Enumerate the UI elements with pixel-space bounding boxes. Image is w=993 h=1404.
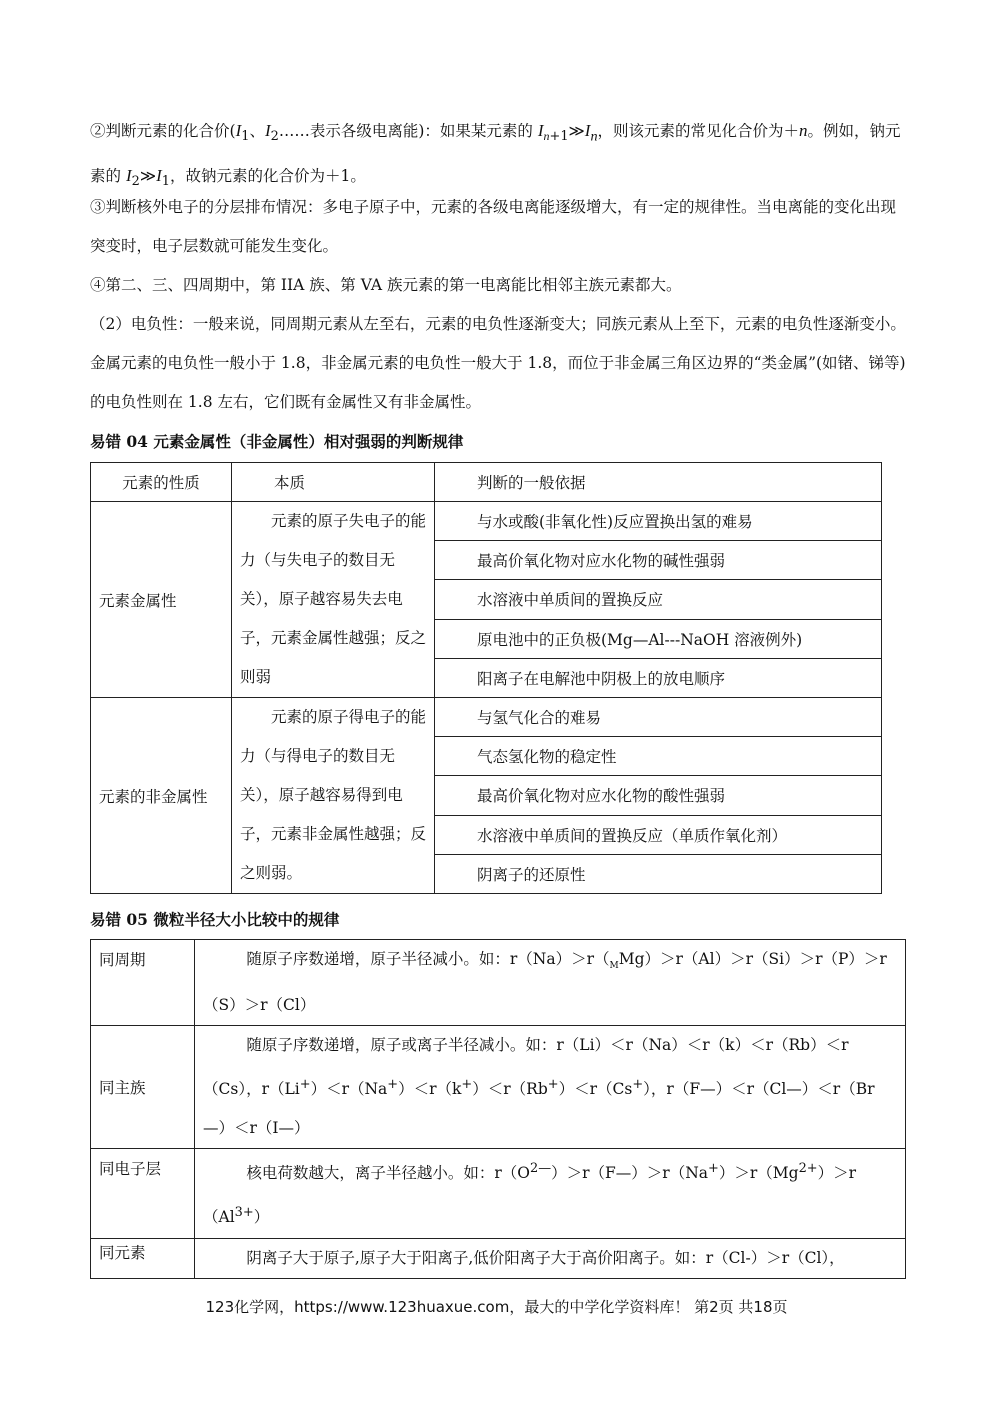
- rule-text: 核电荷数越大，离子半径越小。如：$r(O^{2—})>r(F—)>r(Na^+)>r(Mg^{2+})>r(Al^{3+})$: [195, 1149, 906, 1238]
- rule-text: 随原子序数递增，原子半径减小。如：$r(Na)>r(_MMg)>r(Al)>r(Si)>r(P)>r(S)>r(Cl)$: [195, 940, 906, 1026]
- row-label-metal: 元素金属性: [91, 502, 232, 698]
- table-header: 本质: [232, 463, 435, 502]
- paragraph-electronegativity: （2）电负性：一般来说，同周期元素从左至右，元素的电负性逐渐变大；同族元素从上至下，元素的电负性逐渐变小。金属元素的电负性一般小于 1.8，非金属元素的电负性一般大于 1.8，而位于非金属三角区边界的“类金属”(如锗、锑等)的电负性则在 1.8 左右，它们既有金属性又有非金属性。: [90, 315, 906, 411]
- essence-metal: 元素的原子失电子的能力（与失电子的数目无关），原子越容易失去电子，元素金属性越强；反之则弱: [232, 502, 435, 698]
- row-label: 同主族: [91, 1026, 195, 1149]
- paragraph-electron-shells: ③判断核外电子的分层排布情况：多电子原子中，元素的各级电离能逐级增大，有一定的规律性。当电离能的变化出现突变时，电子层数就可能发生变化。: [90, 198, 897, 255]
- criterion-cell: 水溶液中单质间的置换反应: [435, 580, 882, 619]
- criterion-cell: 原电池中的正负极(Mg—Al---NaOH 溶液例外): [435, 619, 882, 658]
- rule-text: 阴离子大于原子,原子大于阳离子,低价阳离子大于高价阳离子。如：r（Cl-）＞r（Cl），: [195, 1238, 906, 1278]
- row-label: 同元素: [91, 1238, 195, 1278]
- metallicity-table: [90, 462, 882, 894]
- row-label: 同电子层: [91, 1149, 195, 1238]
- paragraph-ionization-valence: ②判断元素的化合价($I_1$、$I_2\dots\dots$表示各级电离能)：如果某元素的 $I_{n+1}≫I_n$，则该元素的常见化合价为＋n。例如，钠元素的 $I_2≫I_1$，故钠元素的化合价为＋1。: [90, 121, 901, 190]
- essence-nonmetal: 元素的原子得电子的能力（与得电子的数目无关），原子越容易得到电子，元素非金属性越强；反之则弱。: [232, 698, 435, 894]
- table-header: 元素的性质: [91, 463, 232, 502]
- row-label-nonmetal: 元素的非金属性: [91, 698, 232, 894]
- rule-text: 随原子序数递增，原子或离子半径减小。如：r（Li）＜r（Na）＜r（k）＜r（Rb）＜r（Cs），r（Li+）＜r（Na+）＜r（k+）＜r（Rb+）＜r（Cs+），r（F—）＜r（Cl—）＜r（Br—）＜r（I—）: [195, 1026, 906, 1149]
- page-footer: 123化学网，https://www.123huaxue.com，最大的中学化学资料库！ 第2页 共18页: [205, 1298, 788, 1316]
- paragraph-first-ionization: ④第二、三、四周期中，第 IIA 族、第 VA 族元素的第一电离能比相邻主族元素都大。: [90, 276, 682, 294]
- criterion-cell: 气态氢化物的稳定性: [435, 737, 882, 776]
- heading-error-04: 易错 04 元素金属性（非金属性）相对强弱的判断规律: [90, 432, 464, 451]
- heading-error-05: 易错 05 微粒半径大小比较中的规律: [90, 910, 340, 929]
- row-label: 同周期: [91, 940, 195, 1026]
- criterion-cell: 最高价氧化物对应水化物的碱性强弱: [435, 541, 882, 580]
- table-header: 判断的一般依据: [435, 463, 882, 502]
- criterion-cell: 水溶液中单质间的置换反应（单质作氧化剂）: [435, 815, 882, 854]
- criterion-cell: 阴离子的还原性: [435, 854, 882, 893]
- criterion-cell: 最高价氧化物对应水化物的酸性强弱: [435, 776, 882, 815]
- criterion-cell: 与水或酸(非氧化性)反应置换出氢的难易: [435, 502, 882, 541]
- criterion-cell: 阳离子在电解池中阴极上的放电顺序: [435, 658, 882, 697]
- radius-table: [90, 939, 906, 1279]
- criterion-cell: 与氢气化合的难易: [435, 698, 882, 737]
